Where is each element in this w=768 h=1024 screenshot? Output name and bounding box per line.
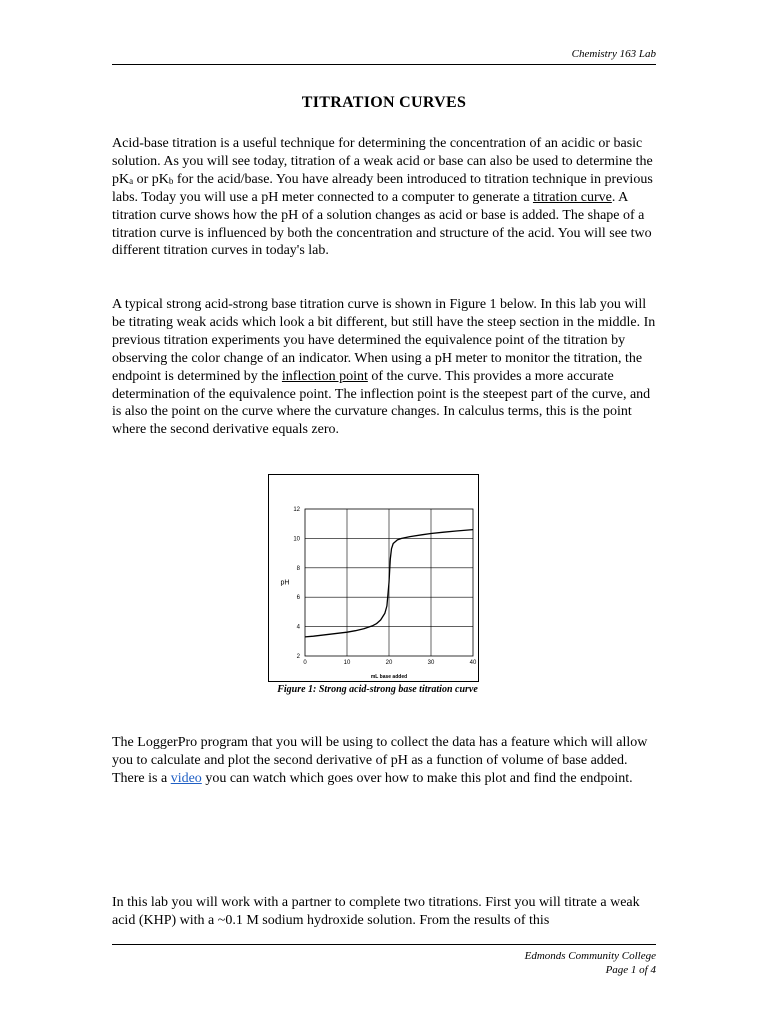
intro-text-4: . A titration curve shows how the pH of a solution changes as acid or base is added. The shape of a titration curve is influenced by both the concentration and structure of the acid. You will see two different titration curves in today's lab. [112, 189, 652, 259]
paragraph-loggerpro [112, 734, 660, 788]
y-axis-label: pH [280, 579, 290, 587]
x-tick-label: 10 [343, 660, 351, 666]
x-tick-label: 30 [427, 660, 435, 666]
figure-caption: Figure 1: Strong acid-strong base titration curve [277, 684, 478, 695]
x-axis-label: mL base added [370, 674, 408, 680]
intro-text-3: for the acid/base. You have already been introduced to titration technique in previous labs. Today you will use a pH meter connected to a computer to generate a [112, 171, 653, 205]
paragraph-partner: In this lab you will work with a partner to complete two titrations. First you will titrate a weak acid (KHP) with a ~0.1 M sodium hydroxide solution. From the results of this [112, 895, 640, 928]
x-tick-label: 0 [303, 660, 307, 666]
document-title: TITRATION CURVES [301, 94, 467, 111]
course-name: Chemistry 163 Lab [571, 48, 656, 60]
paragraph2-text-1: A typical strong acid-strong base titration curve is shown in Figure 1 below. In this lab you will be titrating weak acids which look a bit different, but still have the steep section in the middle. In previous titration experiments you have determined the equivalence point of the titration by observing the color change of an indicator. When using a pH meter to monitor the titration, the endpoint is determined by the [112, 297, 656, 384]
x-tick-label: 40 [469, 660, 477, 666]
term-titration-curve: titration curve [532, 189, 612, 205]
y-tick-label: 12 [293, 507, 300, 513]
intro-paragraph [112, 135, 660, 260]
paragraph3-text-1: The LoggerPro program that you will be using to collect the data has a feature which will allow you to calculate and plot the second derivative of pH as a function of volume of base added. There is a [112, 735, 648, 786]
page-footer [112, 944, 656, 977]
page-header [112, 44, 656, 65]
y-tick-label: 2 [296, 654, 300, 660]
intro-text-2: or pK [133, 171, 169, 187]
intro-text-1: Acid-base titration is a useful technique for determining the concentration of an acidic or basic solution. As you will see today, titration of a weak acid or base can also be used to determine the pK [112, 136, 653, 187]
video-link[interactable]: video [170, 770, 202, 786]
titration-figure [268, 474, 479, 682]
subscript-a: a [129, 175, 134, 186]
paragraph2-text-2: of the curve. This provides a more accurate determination of the equivalence point. The inflection point is the steepest part of the curve, and is also the point on the curve where the curvature changes. In calculus terms, this is the point where the second derivative equals zero. [112, 368, 651, 438]
y-tick-label: 4 [296, 624, 300, 631]
subscript-b: b [168, 175, 174, 186]
page-number: Page 1 of 4 [605, 964, 656, 976]
term-inflection-point: inflection point [281, 368, 368, 384]
x-tick-label: 20 [385, 660, 393, 666]
paragraph3-text-2: you can watch which goes over how to make this plot and find the endpoint. [201, 770, 633, 786]
titration-chart [269, 475, 480, 683]
y-tick-label: 6 [296, 595, 300, 602]
paragraph-inflection [112, 296, 660, 439]
y-tick-label: 8 [296, 565, 300, 572]
institution-name: Edmonds Community College [524, 950, 656, 962]
y-tick-label: 10 [293, 536, 300, 543]
